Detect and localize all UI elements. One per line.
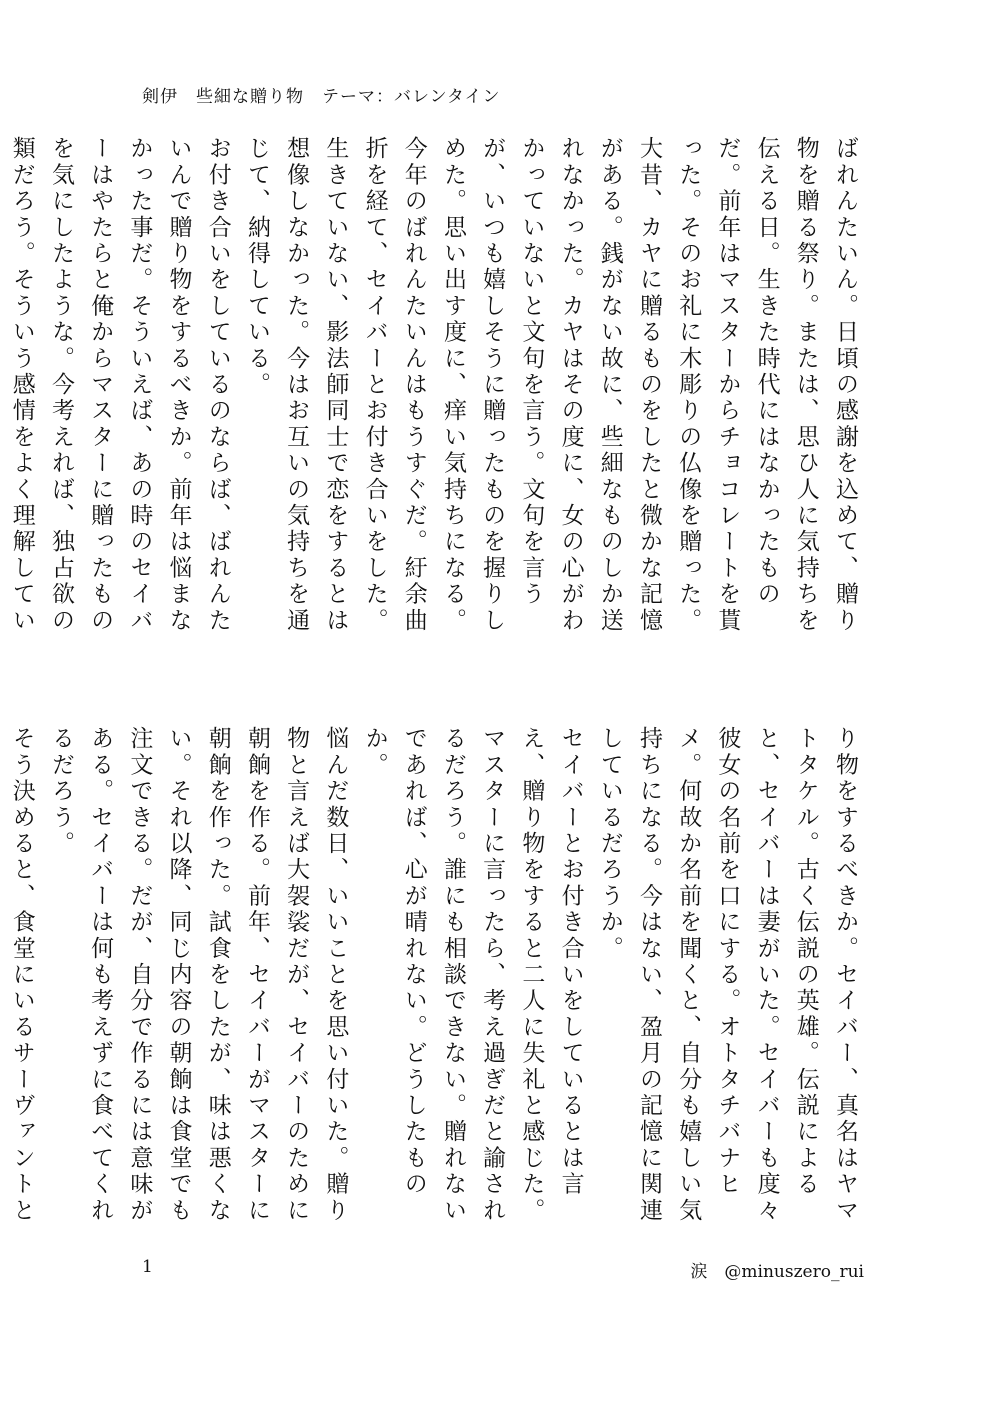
paragraph: ばれんたいん。日頃の感謝を込めて、贈り物を贈る祭り。または、思ひ人に気持ちを伝える日。生きた時代にはなかったものだ。前年はマスターからチョコレートを貰った。そのお礼に木彫りの仏像を贈った。 [675,136,858,634]
paragraph: そう決めると、食堂にいるサーヴァントと [8,726,35,1224]
paragraph: り物をするべきか。セイバー、真名はヤマトタケル。古く伝説の英雄。伝説によると、セイバーは妻がいた。セイバーも度々彼女の名前を口にする。オトタチバナヒメ。何故か名前を聞くと、自分も嬉しい気持ちになる。今はない、盈月の記憶に関連しているだろうか。 [596,726,858,1224]
paragraph: 悩んだ数日、いいことを思い付いた。贈り物と言えば大袈裟だが、セイバーのために朝餉を作る。前年、セイバーがマスターに朝餉を作った。試食をしたが、味は悪くない。それ以降、同じ内容の朝餉は食堂でも注文できる。だが、自分で作るには意味がある。セイバーは何も考えずに食べてくれるだろう。 [47,726,349,1224]
paragraph: 大昔、カヤに贈るものをしたと微かな記憶がある。銭がない故に、些細なものしか送れなかった。カヤはその度に、女の心がわかっていないと文句を言う。文句を言うが、いつも嬉しそうに贈ったものを握りしめた。思い出す度に、痒い気持ちになる。 [439,136,662,634]
page-number: 1 [142,1257,153,1277]
text-block-upper [8,136,864,656]
author-credit: 涙 @minuszero_rui [690,1262,864,1282]
paragraph: お付き合いをしているのならば、ばれんたいんで贈り物をするべきか。前年は悩まなかった事だ。そういえば、あの時のセイバーはやたらと俺からマスターに贈ったものを気にしたような。今考えれば、独占欲の類だろう。そういう感情をよく理解してい [8,136,231,634]
page-title: 剣伊 些細な贈り物 テーマ：バレンタイン [142,87,501,107]
paragraph: 今年のばれんたいんはもうすぐだ。紆余曲折を経て、セイバーとお付き合いをした。生きていない、影法師同士で恋をするとは想像しなかった。今はお互いの気持ちを通じて、納得している。 [243,136,427,634]
text-block-lower [8,726,864,1246]
paragraph: セイバーとお付き合いをしているとは言え、贈り物をすると二人に失礼と感じた。マスターに言ったら、考え過ぎだと諭されるだろう。誰にも相談できない。贈れないであれば、心が晴れない。どうしたものか。 [361,726,584,1224]
